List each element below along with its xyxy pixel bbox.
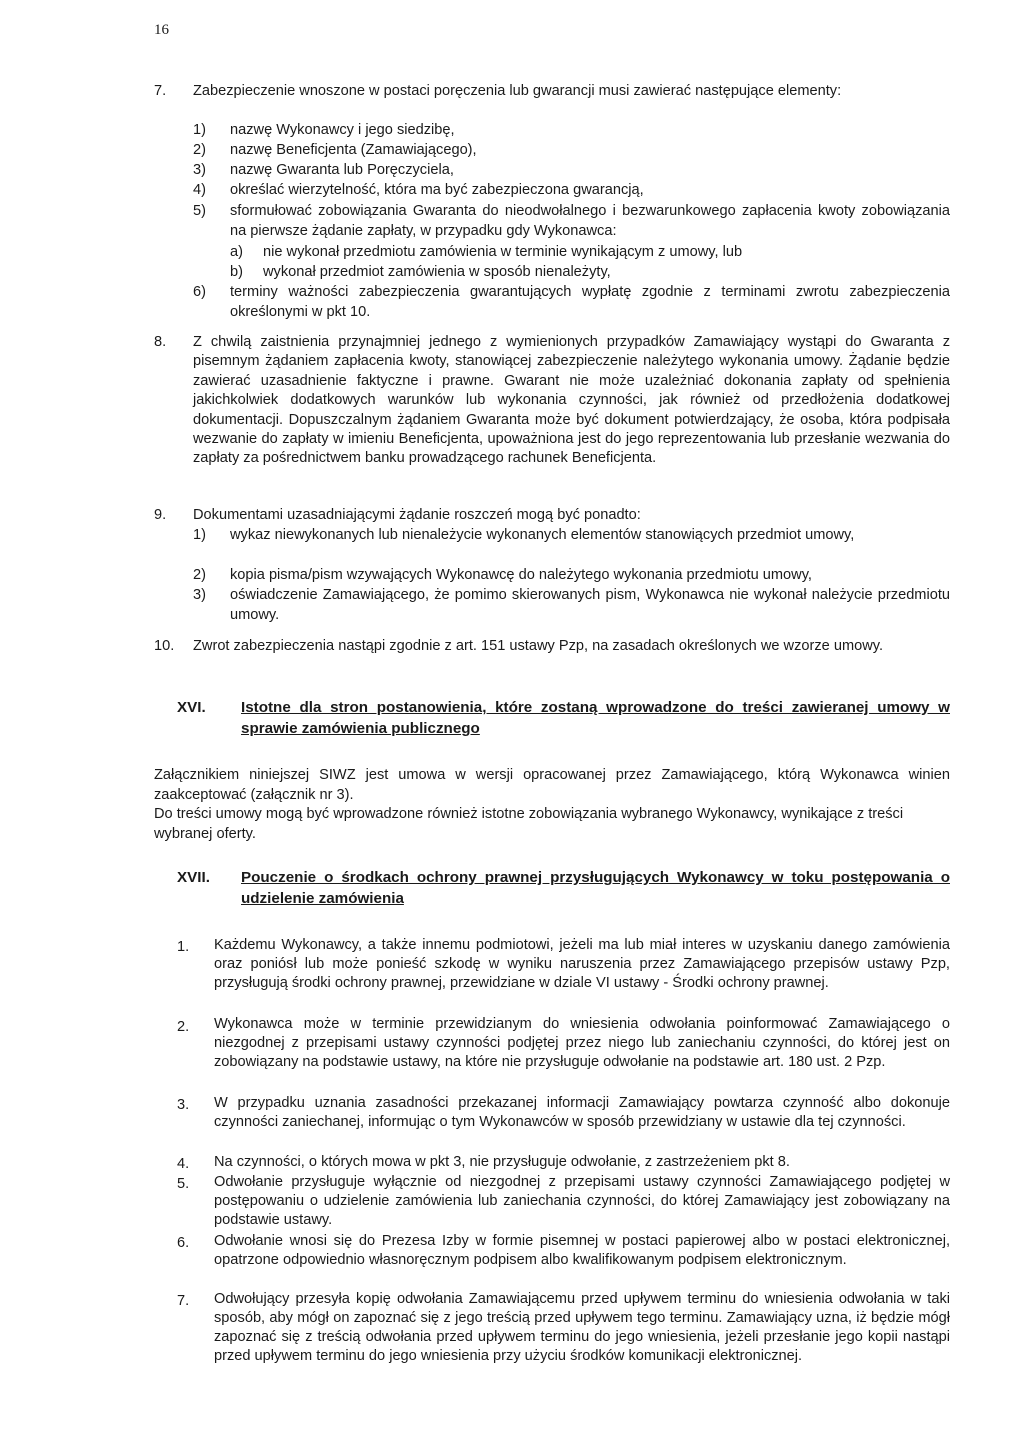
list-item: określać wierzytelność, która ma być zabezpieczona gwarancją, — [230, 182, 644, 198]
section-9-number: 9. — [154, 507, 167, 523]
list-item: nazwę Gwaranta lub Poręczyciela, — [230, 162, 454, 178]
list-item: Na czynności, o których mowa w pkt 3, nie przysługuje odwołanie, z zastrzeżeniem pkt 8. — [214, 1154, 790, 1170]
list-item: nazwę Beneficjenta (Zamawiającego), — [230, 142, 477, 158]
sub-item-number: a) — [230, 244, 243, 260]
list-item-number: 4) — [193, 182, 206, 198]
page-number: 16 — [154, 22, 169, 38]
list-item-number: 3) — [193, 587, 206, 603]
sub-item: wykonał przedmiot zamówienia w sposób nienależyty, — [263, 264, 611, 280]
list-item: Każdemu Wykonawcy, a także innemu podmiotowi, jeżeli ma lub miał interes w uzyskaniu danego zamówienia oraz poniósł lub może ponieść szkodę w wyniku naruszenia przez Zamawiającego przepisów ustawy Pzp, przysługują środki ochrony prawnej, przewidziane w dziale VI ustawy - Środki ochrony prawnej. — [214, 937, 950, 991]
chapter-xvii-title: Pouczenie o środkach ochrony prawnej przysługujących Wykonawcy w toku postępowania o udzielenie zamówienia — [241, 869, 950, 907]
list-item-number: 2) — [193, 567, 206, 583]
list-item-number: 5. — [177, 1176, 190, 1192]
list-item: kopia pisma/pism wzywających Wykonawcę do należytego wykonania przedmiotu umowy, — [230, 567, 812, 583]
section-10-number: 10. — [154, 638, 175, 654]
chapter-xvi-number: XVI. — [177, 699, 206, 716]
list-item-number: 6) — [193, 284, 206, 300]
section-8-text: Z chwilą zaistnienia przynajmniej jednego z wymienionych przypadków Zamawiający wystąpi do Gwaranta z pisemnym żądaniem zapłacenia kwoty, stanowiącej zabezpieczenie należytego wykonania umowy. Żądanie będzie zawierać uzasadnienie faktyczne i prawne. Gwarant nie może uzależniać dokonania zapłaty od spełnienia jakichkolwiek dodatkowych warunków lub wykonania czynności, jak również od przedłożenia dodatkowej dokumentacji. Dopuszczalnym żądaniem Gwaranta może być dokument potwierdzający, że osoba, która podpisała wezwanie do zapłaty w imieniu Beneficjenta, upoważniona jest do jego reprezentowania lub przesłanie wezwania do zapłaty za pośrednictwem banku prowadzącego rachunek Beneficjenta. — [193, 334, 950, 467]
list-item: sformułować zobowiązania Gwaranta do nieodwołalnego i bezwarunkowego zapłacenia kwoty zobowiązania na pierwsze żądanie zapłaty, w przypadku gdy Wykonawca: — [230, 203, 950, 239]
list-item-number: 1) — [193, 527, 206, 543]
section-8-number: 8. — [154, 334, 167, 350]
list-item-number: 5) — [193, 203, 206, 219]
list-item: wykaz niewykonanych lub nienależycie wykonanych elementów stanowiących przedmiot umowy, — [230, 527, 855, 543]
sub-item-number: b) — [230, 264, 243, 280]
list-item: W przypadku uznania zasadności przekazanej informacji Zamawiający powtarza czynność albo dokonuje czynności zaniechanej, informując o tym Wykonawców w sposób przewidziany w ustawie dla tej czynności. — [214, 1095, 950, 1130]
section-10-text: Zwrot zabezpieczenia nastąpi zgodnie z art. 151 ustawy Pzp, na zasadach określonych we wzorze umowy. — [193, 638, 884, 654]
list-item: Wykonawca może w terminie przewidzianym do wniesienia odwołania poinformować Zamawiającego o niezgodnej z przepisami ustawy czynności podjętej przez niego lub zaniechaniu czynności, do której jest on zobowiązany na podstawie ustawy, na które nie przysługuje odwołanie na podstawie art. 180 ust. 2 Pzp. — [214, 1016, 950, 1070]
list-item-number: 1. — [177, 939, 190, 955]
chapter-xvi-title: Istotne dla stron postanowienia, które zostaną wprowadzone do treści zawieranej umowy w sprawie zamówienia publicznego — [241, 699, 950, 737]
list-item-number: 7. — [177, 1293, 190, 1309]
list-item: terminy ważności zabezpieczenia gwarantujących wypłatę zgodnie z terminami zwrotu zabezpieczenia określonymi w pkt 10. — [230, 284, 950, 320]
section-9-intro: Dokumentami uzasadniającymi żądanie roszczeń mogą być ponadto: — [193, 507, 641, 523]
list-item-number: 6. — [177, 1235, 190, 1251]
chapter-xvi-paragraph: Załącznikiem niniejszej SIWZ jest umowa w wersji opracowanej przez Zamawiającego, którą Wykonawca winien zaakceptować (załącznik nr 3). — [154, 767, 950, 803]
section-7-number: 7. — [154, 83, 167, 99]
list-item: Odwołanie przysługuje wyłącznie od niezgodnej z przepisami ustawy czynności Zamawiającego podjętej w postępowaniu o udzielenie zamówienia lub zaniechania czynności, do której Zamawiający jest zobowiązany na podstawie ustawy. — [214, 1174, 950, 1228]
list-item-number: 3. — [177, 1097, 190, 1113]
section-7-intro: Zabezpieczenie wnoszone w postaci poręczenia lub gwarancji musi zawierać następujące elementy: — [193, 83, 842, 99]
list-item-number: 1) — [193, 122, 206, 138]
list-item: Odwołujący przesyła kopię odwołania Zamawiającemu przed upływem terminu do wniesienia odwołania w taki sposób, aby mógł on zapoznać się z jego treścią przed upływem tego terminu. Zamawiający uzna, iż będzie mógł zapoznać się z treścią odwołania przed upływem terminu do jego wniesienia, jeżeli przesłanie jego kopii nastąpi przed upływem terminu do jego wniesienia przy użyciu środków komunikacji elektronicznej. — [214, 1291, 950, 1364]
sub-item: nie wykonał przedmiotu zamówienia w terminie wynikającym z umowy, lub — [263, 244, 743, 260]
list-item-number: 3) — [193, 162, 206, 178]
chapter-xvi-paragraph: Do treści umowy mogą być wprowadzone również istotne zobowiązania wybranego Wykonawcy, wynikające z treści wybranej oferty. — [154, 806, 904, 842]
list-item-number: 2. — [177, 1019, 190, 1035]
list-item-number: 4. — [177, 1156, 190, 1172]
list-item: Odwołanie wnosi się do Prezesa Izby w formie pisemnej w postaci papierowej albo w postaci elektronicznej, opatrzone odpowiednio własnoręcznym podpisem albo kwalifikowanym podpisem elektronicznym. — [214, 1233, 950, 1268]
list-item: oświadczenie Zamawiającego, że pomimo skierowanych pism, Wykonawca nie wykonał należycie przedmiotu umowy. — [230, 587, 950, 623]
chapter-xvii-number: XVII. — [177, 869, 210, 886]
list-item-number: 2) — [193, 142, 206, 158]
list-item: nazwę Wykonawcy i jego siedzibę, — [230, 122, 455, 138]
